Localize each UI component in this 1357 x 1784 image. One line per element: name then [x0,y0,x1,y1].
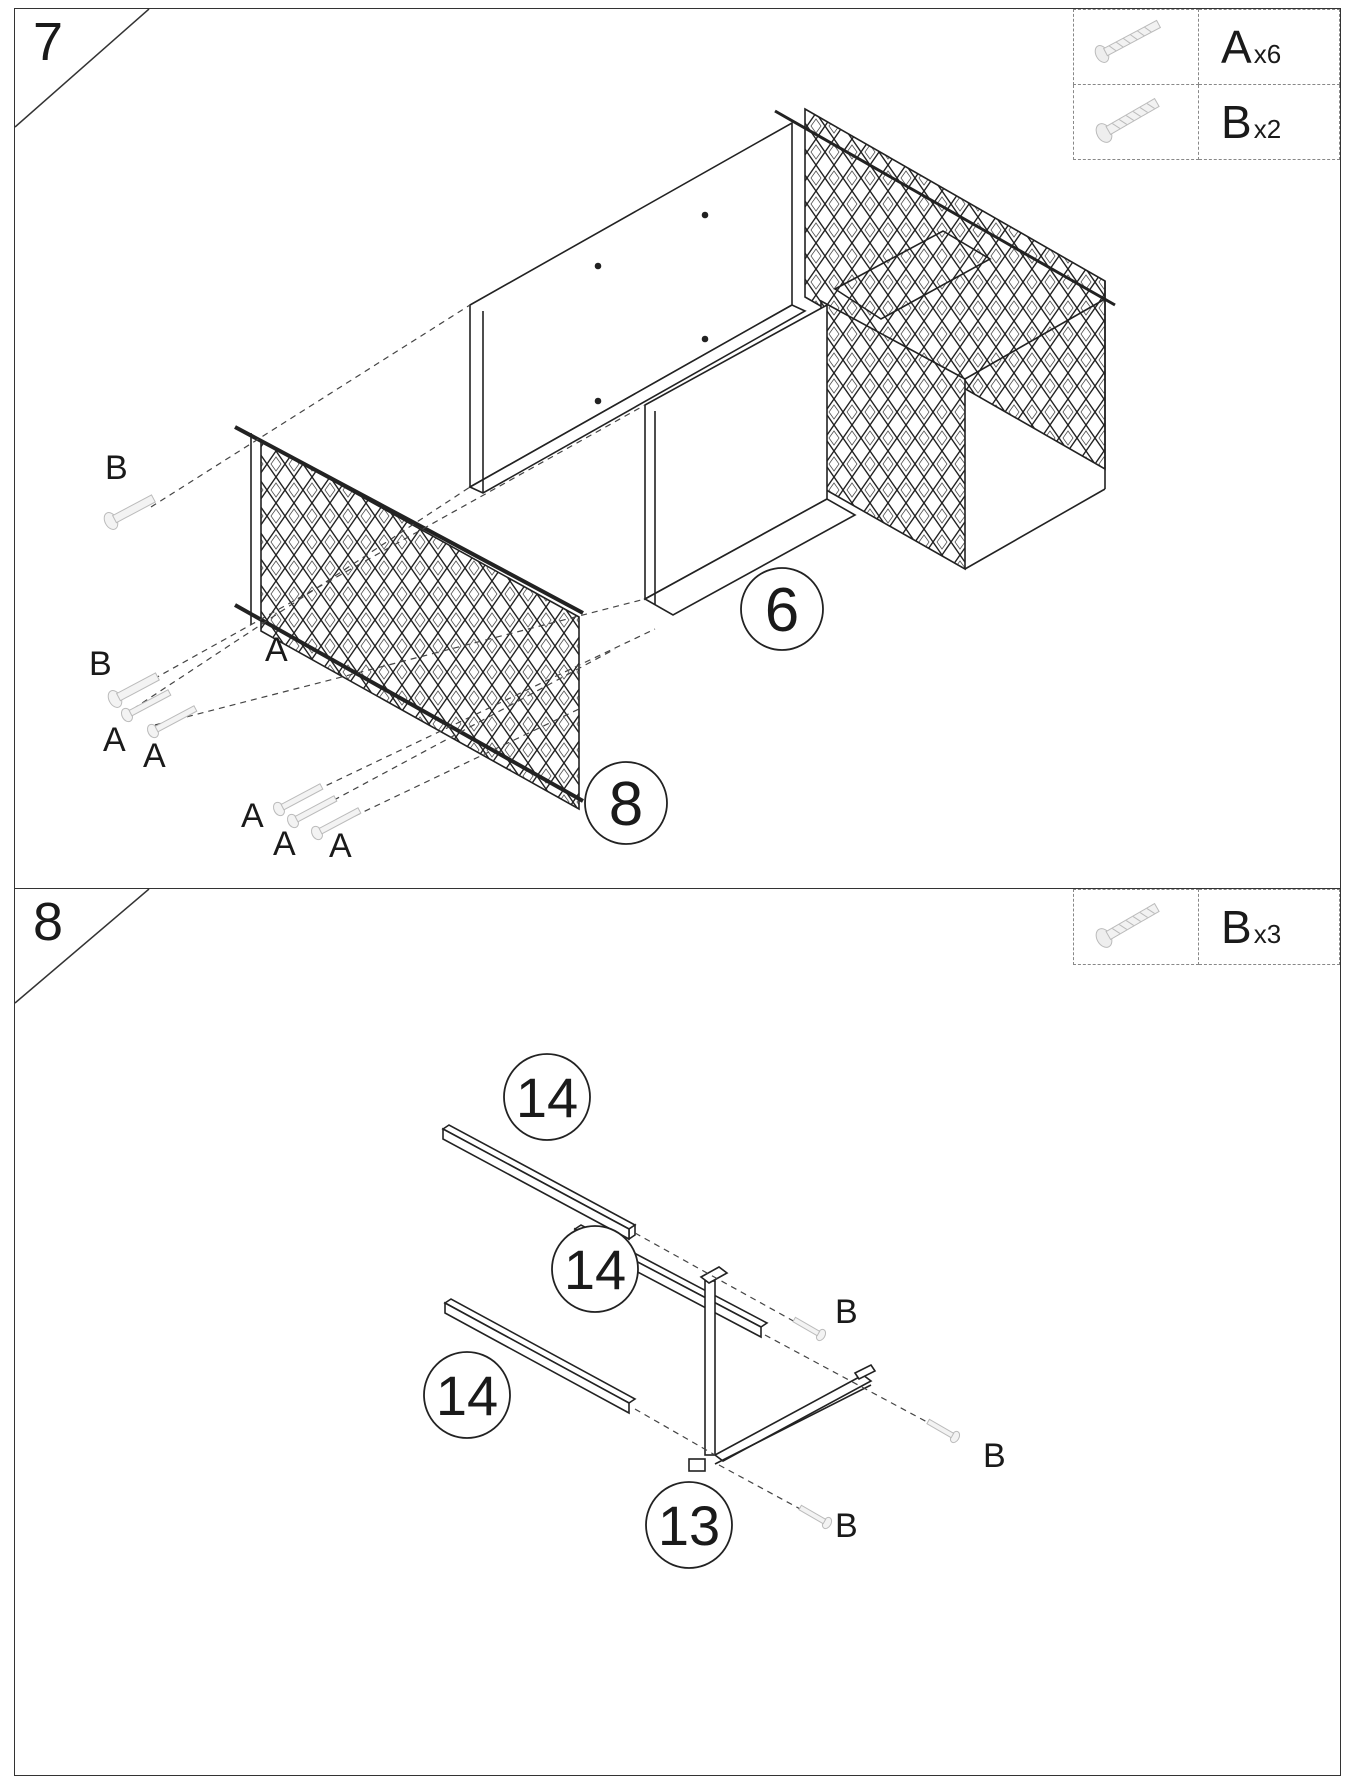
svg-text:B: B [835,1507,858,1545]
part-number-circle [504,1054,590,1140]
frame-bars [443,1125,875,1471]
svg-text:14: 14 [515,1066,579,1129]
part-number-circle [552,1226,638,1312]
assembly-illustration [15,9,1342,891]
svg-text:13: 13 [657,1494,721,1557]
part-number-circle [424,1352,510,1438]
part-label: Bx3 [1199,890,1340,965]
assembly-guide-lines [635,1233,955,1517]
frame-illustration [15,889,1342,1777]
step-number: 8 [33,892,64,952]
svg-text:6: 6 [764,576,800,645]
part-number-circle [741,568,823,650]
svg-text:B: B [835,1293,858,1331]
svg-text:8: 8 [608,770,644,839]
part-label: Ax6 [1199,10,1340,85]
svg-text:A: A [329,827,352,865]
part-label: Bx2 [1199,85,1340,160]
svg-text:14: 14 [435,1364,499,1427]
part-number-circle [646,1482,732,1568]
svg-text:A: A [241,797,264,835]
front-mesh-panel [235,427,583,809]
svg-text:A: A [103,721,126,759]
svg-text:A: A [273,825,296,863]
part-number-circle [585,762,667,844]
svg-text:B: B [89,645,112,683]
svg-text:A: A [265,631,288,669]
svg-text:B: B [983,1437,1006,1475]
step-number: 7 [33,12,64,72]
svg-text:14: 14 [563,1238,627,1301]
screw-icon [791,1314,961,1530]
step-7-panel [14,8,1341,890]
svg-text:A: A [143,737,166,775]
svg-text:B: B [105,449,128,487]
step-8-panel [14,888,1341,1776]
